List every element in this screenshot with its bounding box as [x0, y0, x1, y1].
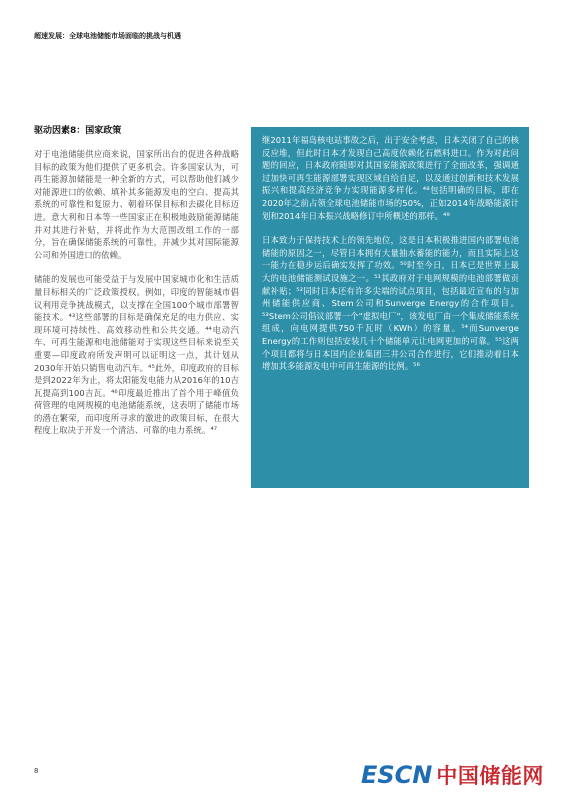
running-header: 超速发展：全球电池储能市场面临的挑战与机遇: [34, 32, 181, 40]
watermark: [361, 760, 544, 790]
sidebar-paragraph: 继2011年福岛核电站事故之后，出于安全考虑，日本关闭了自己的核反应堆，但此时日本才发现自己高度依赖化石燃料进口。作为对此问题的回应，日本政府随即对其国家能源政策进行了全面改革，强调通过加快可再生能源部署实现区域自给自足，以及通过创新和技术发展振兴和提高经济竞争力实现能源多样化。⁴⁸包括明确的目标，即在2020年之前占领全球电池储能市场的50%，正如2014年战略能源计划和2014年日本振兴战略修订中所概述的那样。⁴⁹: [262, 135, 519, 221]
watermark-text: 中国储能网: [436, 764, 544, 788]
sidebar-box: [251, 127, 529, 488]
body-paragraph: 对于电池储能供应商来说，国家所出台的促进各种战略目标的政策为他们提供了更多机会。许多国家认为，可再生能源加储能是一种全新的方式，可以帮助他们减少对能源进口的依赖、填补其多能源发电的空白、提高其系统的可靠性和复原力、朝着环保目标和去碳化目标迈进。意大利和日本等一些国家正在积极地鼓励能源储能并对其进行补贴，并将此作为大范围改组工作的一部分，旨在确保储能系统的可靠性，并减少其对国际能源公司和外国进口的依赖。: [34, 149, 239, 260]
sidebar-paragraph: 日本致力于保持技术上的领先地位，这是日本积极推进国内部署电池储能的原因之一，尽管日本拥有大量抽水蓄能的能力，而且实际上这一能力在稳步运后确实发挥了功效。⁵⁰时至今日，日本已是世界上最大的电池储能测试设施之一。⁵¹其政府对于电网规模的电池部署做贡献补贴；⁵²同时日本还有许多尖端的试点项目，包括最近宣布的与加州储能供应商、Stem公司和Sunverge Energy的合作项目。⁵³Stem公司倡议部署一个"虚拟电厂"，该发电厂由一个集成储能系统组成，向电网提供750千瓦时（KWh）的容量。⁵⁴而Sunverge Energy的工作则包括安装几十个储能单元让电网更加的可靠。⁵⁵这两个项目都将与日本国内企业集团三井公司合作进行，它们推动着日本增加其多能源发电中可再生能源的比例。⁵⁶: [262, 235, 519, 372]
body-paragraph: 储能的发展也可能受益于与发展中国家城市化和生活质量目标相关的广泛政策授权。例如，印度的智能城市倡议利用竞争挑战模式，以支撑在全国100个城市部署智能技术。⁴³这些部署的目标是确保充足的电力供应、实现环境可持续性、高效移动性和公共交通。⁴⁴电动汽车、可再生能源和电池储能对于实现这些目标来说至关重要—印度政府所发声明可以证明这一点，其计划从2030年开始只销售电动汽车。⁴⁵此外，印度政府的目标是到2022年为止，将太阳能发电能力从2016年的10吉瓦提高到100吉瓦。⁴⁶印度最近推出了首个用于峰值负荷管理的电网规模的电池储能系统，这表明了储能市场的潜在繁荣，而印度所寻求的激进的政策目标，在很大程度上取决于开发一个清洁、可靠的电力系统。⁴⁷: [34, 274, 239, 436]
section-title: 驱动因素8：国家政策: [34, 126, 122, 136]
left-column: [34, 148, 239, 449]
watermark-logo: ESCN: [361, 761, 433, 789]
page-number: 8: [34, 767, 39, 775]
